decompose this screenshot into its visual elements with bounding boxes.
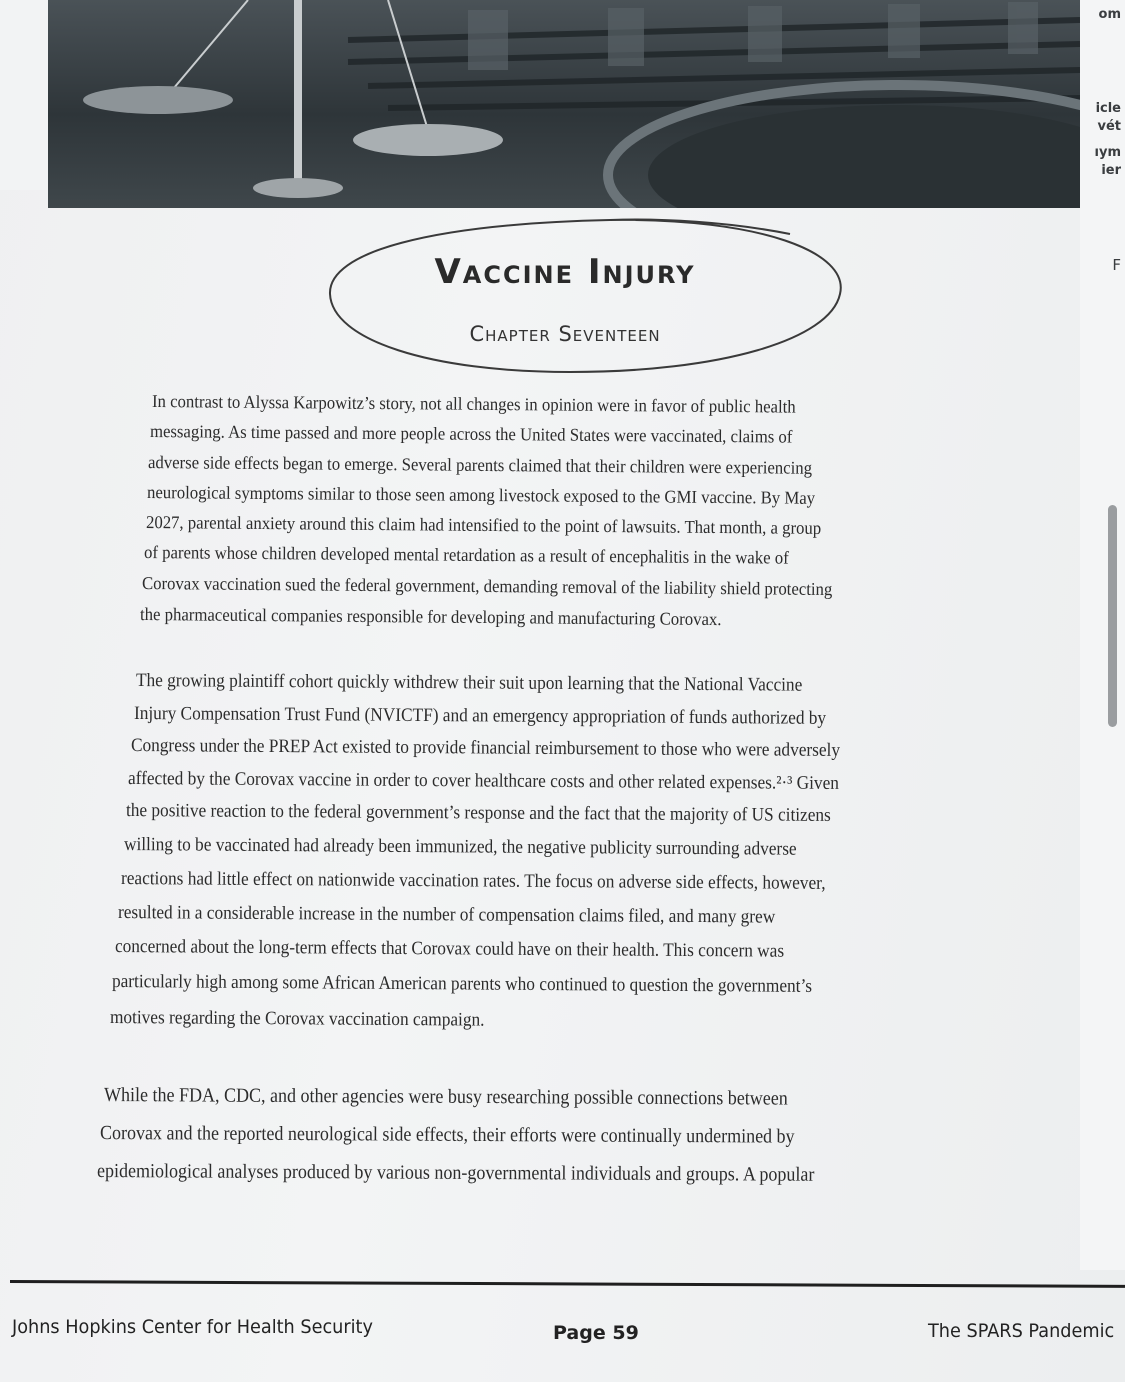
edge-fragment: ıym bbox=[1094, 145, 1121, 160]
body-line: concerned about the long-term effects that Corovax could have on their health. This concern was bbox=[114, 936, 785, 962]
body-line: affected by the Corovax vaccine in order to cover healthcare costs and other related expenses.²·³ Given bbox=[127, 768, 840, 794]
page-label: Page bbox=[553, 1322, 606, 1344]
edge-fragment: icle bbox=[1095, 101, 1121, 116]
body-line: 2027, parental anxiety around this claim had intensified to the point of lawsuits. That month, a group bbox=[145, 512, 822, 538]
courtroom-scales-illustration bbox=[48, 0, 1080, 208]
body-line: Corovax and the reported neurological side effects, their efforts were continually undermined by bbox=[99, 1122, 795, 1148]
body-line: particularly high among some African American parents who continued to question the government’s bbox=[111, 971, 813, 997]
body-line: In contrast to Alyssa Karpowitz’s story, not all changes in opinion were in favor of public health bbox=[151, 391, 796, 417]
body-line: Congress under the PREP Act existed to provide financial reimbursement to those who were adversely bbox=[130, 735, 841, 761]
footer-organization: Johns Hopkins Center for Health Security bbox=[12, 1316, 373, 1338]
footer-document-title: The SPARS Pandemic bbox=[928, 1320, 1115, 1342]
hand-drawn-oval bbox=[320, 212, 860, 392]
body-line: Injury Compensation Trust Fund (NVICTF) and an emergency appropriation of funds authorized by bbox=[133, 703, 827, 729]
page-number bbox=[553, 1322, 639, 1344]
edge-fragment: vét bbox=[1097, 119, 1121, 134]
body-line: While the FDA, CDC, and other agencies were busy researching possible connections between bbox=[103, 1084, 788, 1110]
chapter-title: Vaccine Injury bbox=[434, 252, 696, 292]
body-line: willing to be vaccinated had already been immunized, the negative publicity surrounding adverse bbox=[123, 834, 797, 860]
edge-fragment: om bbox=[1098, 7, 1121, 22]
body-line: motives regarding the Corovax vaccination campaign. bbox=[109, 1007, 485, 1031]
page-corner bbox=[0, 0, 48, 190]
page-number-value: 59 bbox=[612, 1322, 639, 1344]
chapter-subtitle: Chapter Seventeen bbox=[469, 322, 661, 346]
body-line: resulted in a considerable increase in the number of compensation claims filed, and many grew bbox=[117, 902, 776, 928]
body-line: Corovax vaccination sued the federal government, demanding removal of the liability shield protecting bbox=[141, 573, 833, 600]
edge-fragment: F bbox=[1112, 256, 1121, 274]
body-line: reactions had little effect on nationwide vaccination rates. The focus on adverse side effects, however, bbox=[120, 868, 826, 894]
scrollbar-thumb[interactable] bbox=[1108, 505, 1117, 727]
edge-fragment: ier bbox=[1101, 163, 1121, 178]
body-line: epidemiological analyses produced by various non-governmental individuals and groups. A popular bbox=[96, 1160, 815, 1186]
body-line: of parents whose children developed mental retardation as a result of encephalitis in the wake of bbox=[143, 542, 789, 568]
body-line: the positive reaction to the federal government’s response and the fact that the majority of US citizens bbox=[125, 800, 831, 826]
footer-rule bbox=[10, 1280, 1125, 1288]
body-line: the pharmaceutical companies responsible for developing and manufacturing Corovax. bbox=[139, 604, 722, 630]
courtroom-scales-photo bbox=[48, 0, 1080, 208]
underlying-page-edge bbox=[1080, 0, 1125, 1270]
body-line: The growing plaintiff cohort quickly withdrew their suit upon learning that the National Vaccine bbox=[135, 670, 803, 696]
body-line: adverse side effects began to emerge. Several parents claimed that their children were experiencing bbox=[147, 452, 813, 478]
body-line: neurological symptoms similar to those seen among livestock exposed to the GMI vaccine. By May bbox=[146, 482, 816, 508]
body-line: messaging. As time passed and more people across the United States were vaccinated, claims of bbox=[149, 421, 793, 447]
